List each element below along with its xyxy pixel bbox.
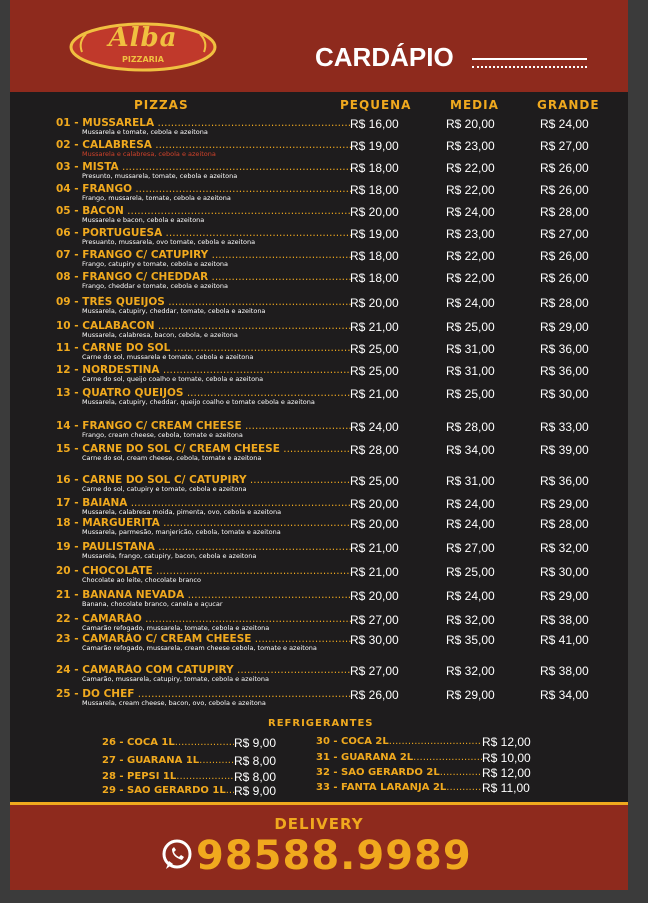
price-pequena: R$ 19,00 [350,227,399,241]
price-grande: R$ 29,00 [540,320,589,334]
price-media: R$ 24,00 [446,589,495,603]
price-pequena: R$ 18,00 [350,271,399,285]
price-grande: R$ 33,00 [540,420,589,434]
pizza-description: Mussarela, cream cheese, bacon, ovo, cebola e azeitona [82,699,266,707]
drink-price: R$ 11,00 [482,781,530,795]
page-title: CARDÁPIO [315,42,454,72]
menu-page [10,0,628,890]
pizza-description: Frango, mussarela, tomate, cebola e azeitona [82,194,231,202]
pizza-name: 24 - CAMARÃO COM CATUPIRY ..... [56,664,352,676]
pizza-name: 12 - NORDESTINA ..... [56,364,352,376]
price-grande: R$ 30,00 [540,565,589,579]
pizza-name: 04 - FRANGO ..... [56,183,352,195]
pizza-description: Carne do sol, cream cheese, cebola, tomate e azeitona [82,454,262,462]
price-pequena: R$ 20,00 [350,497,399,511]
drink-item [102,771,276,783]
drink-price: R$ 8,00 [234,754,277,768]
drink-item [316,752,531,764]
drink-name: 28 - PEPSI 1L ..... [102,771,234,783]
price-grande: R$ 39,00 [540,443,589,457]
price-media: R$ 22,00 [446,271,495,285]
brand-name: Alba [108,23,178,53]
price-pequena: R$ 20,00 [350,205,399,219]
pizza-name: 11 - CARNE DO SOL ..... [56,342,352,354]
price-grande: R$ 28,00 [540,517,589,531]
price-media: R$ 20,00 [446,117,495,131]
price-pequena: R$ 18,00 [350,249,399,263]
pizza-name: 09 - TRÊS QUEIJOS ..... [56,296,352,308]
price-media: R$ 22,00 [446,183,495,197]
drink-price: R$ 12,00 [482,735,531,749]
price-pequena: R$ 18,00 [350,161,399,175]
page-margin [628,0,648,903]
pizza-name: 17 - BAIANA ..... [56,497,352,509]
price-grande: R$ 30,00 [540,387,589,401]
pizza-name: 06 - PORTUGUESA ..... [56,227,352,239]
pizza-description: Mussarela e tomate, cebola e azeitona [82,128,208,136]
price-pequena: R$ 25,00 [350,474,399,488]
pizza-description: Mussarela, calabresa moida, pimenta, ovo, cebola e azeitona [82,508,282,516]
price-pequena: R$ 21,00 [350,387,399,401]
price-grande: R$ 24,00 [540,117,589,131]
drink-price: R$ 9,00 [234,736,277,750]
pizza-description: Frango, cheddar e tomate, cebola e azeitona [82,282,228,290]
price-media: R$ 22,00 [446,161,495,175]
price-pequena: R$ 24,00 [350,420,399,434]
price-grande: R$ 38,00 [540,664,589,678]
refrigerantes-title: REFRIGERANTES [268,718,374,729]
pizza-name: 08 - FRANGO C/ CHEDDAR ..... [56,271,352,283]
price-pequena: R$ 21,00 [350,541,399,555]
price-media: R$ 22,00 [446,249,495,263]
price-grande: R$ 28,00 [540,205,589,219]
drink-item [102,737,276,749]
price-grande: R$ 26,00 [540,183,589,197]
price-grande: R$ 26,00 [540,161,589,175]
pizza-name: 23 - CAMARÃO C/ CREAM CHEESE ..... [56,633,352,645]
price-grande: R$ 36,00 [540,474,589,488]
price-grande: R$ 34,00 [540,688,589,702]
column-media: MEDIA [450,98,499,112]
pizza-name: 07 - FRANGO C/ CATUPIRY ..... [56,249,352,261]
pizza-name: 01 - MUSSARELA ..... [56,117,352,129]
price-media: R$ 29,00 [446,688,495,702]
pizza-name: 21 - BANANA NEVADA ..... [56,589,352,601]
pizza-name: 16 - CARNE DO SOL C/ CATUPIRY ..... [56,474,352,486]
drink-item [316,736,531,748]
price-pequena: R$ 21,00 [350,320,399,334]
pizza-description: Camarão refogado, mussarela, cream cheese cebola, tomate e azeitona [82,644,317,652]
price-pequena: R$ 30,00 [350,633,399,647]
drink-item [316,767,531,779]
pizza-description: Carne do sol, mussarela e tomate, cebola e azeitona [82,353,254,361]
price-media: R$ 35,00 [446,633,495,647]
drink-price: R$ 9,00 [234,784,277,798]
price-pequena: R$ 20,00 [350,517,399,531]
price-pequena: R$ 16,00 [350,117,399,131]
pizza-name: 14 - FRANGO C/ CREAM CHEESE ..... [56,420,352,432]
drink-price: R$ 12,00 [482,766,531,780]
drink-item [102,755,276,767]
price-media: R$ 32,00 [446,664,495,678]
price-pequena: R$ 27,00 [350,613,399,627]
pizza-name: 25 - DO CHEF ..... [56,688,352,700]
drink-price: R$ 8,00 [234,770,277,784]
pizza-description: Mussarela e calabresa, cebola e azeitona [82,150,216,158]
price-pequena: R$ 28,00 [350,443,399,457]
pizza-description: Camarão refogado, mussarela, tomate, cebola e azeitona [82,624,270,632]
drink-name: 31 - GUARANÁ 2L ..... [316,752,482,764]
price-grande: R$ 29,00 [540,497,589,511]
pizza-name: 18 - MARGUERITA ..... [56,517,352,529]
column-grande: GRANDE [537,98,600,112]
pizza-description: Carne do sol, catupiry e tomate, cebola e azeitona [82,485,247,493]
phone-number[interactable]: 98588.9989 [196,833,472,879]
pizza-description: Frango, catupiry e tomate, cebola e azeitona [82,260,229,268]
price-grande: R$ 26,00 [540,249,589,263]
pizza-name: 15 - CARNE DO SOL C/ CREAM CHEESE ..... [56,443,352,455]
drink-name: 27 - GUARANÁ 1L ..... [102,755,234,767]
price-grande: R$ 36,00 [540,364,589,378]
drink-name: 29 - SÃO GERARDO 1L ..... [102,785,234,797]
price-media: R$ 24,00 [446,517,495,531]
drink-price: R$ 10,00 [482,751,531,765]
pizza-description: Banana, chocolate branco, canela e açucar [82,600,223,608]
pizza-name: 22 - CAMARÃO ..... [56,613,352,625]
price-media: R$ 23,00 [446,139,495,153]
price-pequena: R$ 25,00 [350,364,399,378]
price-pequena: R$ 21,00 [350,565,399,579]
pizza-description: Presunto, mussarela, tomate, cebola e azeitona [82,172,238,180]
drink-name: 32 - SÃO GERARDO 2L ..... [316,767,482,779]
price-grande: R$ 27,00 [540,227,589,241]
pizza-description: Mussarela, frango, catupiry, bacon, cebola e azeitona [82,552,257,560]
pizza-description: Mussarela, catupiry, cheddar, queijo coalho e tomate cebola e azeitona [82,398,315,406]
price-media: R$ 34,00 [446,443,495,457]
brand-subtitle: PIZZARIA [122,55,164,64]
drink-item [316,782,530,794]
drink-name: 26 - COCA 1L ..... [102,737,234,749]
price-media: R$ 31,00 [446,364,495,378]
delivery-label: DELIVERY [274,815,364,833]
pizza-name: 20 - CHOCOLATE ..... [56,565,352,577]
column-pizzas: PIZZAS [134,98,189,112]
header-banner [10,0,628,92]
price-grande: R$ 27,00 [540,139,589,153]
column-pequena: PEQUENA [340,98,412,112]
price-grande: R$ 38,00 [540,613,589,627]
price-pequena: R$ 18,00 [350,183,399,197]
drink-item [102,785,276,797]
price-pequena: R$ 25,00 [350,342,399,356]
drink-name: 33 - FANTA LARANJA 2L ..... [316,782,482,794]
pizza-name: 02 - CALABRESA ..... [56,139,352,151]
title-dots [472,60,587,68]
price-grande: R$ 28,00 [540,296,589,310]
pizza-name: 05 - BACON ..... [56,205,352,217]
pizza-description: Carne do sol, queijo coalho e tomate, cebola e azeitona [82,375,264,383]
price-grande: R$ 29,00 [540,589,589,603]
price-pequena: R$ 27,00 [350,664,399,678]
price-pequena: R$ 19,00 [350,139,399,153]
pizza-description: Chocolate ao leite, chocolate branco [82,576,201,584]
price-media: R$ 28,00 [446,420,495,434]
price-media: R$ 27,00 [446,541,495,555]
price-media: R$ 32,00 [446,613,495,627]
price-media: R$ 25,00 [446,387,495,401]
pizza-description: Mussarela e bacon, cebola e azeitona [82,216,205,224]
price-media: R$ 31,00 [446,474,495,488]
pizza-name: 19 - PAULISTANA ..... [56,541,352,553]
price-grande: R$ 32,00 [540,541,589,555]
price-pequena: R$ 20,00 [350,296,399,310]
price-media: R$ 25,00 [446,565,495,579]
pizza-description: Frango, cream cheese, cebola, tomate e azeitona [82,431,243,439]
pizza-description: Camarão, mussarela, catupiry, tomate, cebola e azeitona [82,675,270,683]
price-media: R$ 23,00 [446,227,495,241]
price-pequena: R$ 20,00 [350,589,399,603]
footer-banner [10,802,628,890]
price-media: R$ 24,00 [446,497,495,511]
pizza-description: Presuanto, mussarela, ovo tomate, cebola e azeitona [82,238,256,246]
pizza-description: Mussarela, catupiry, cheddar, tomate, cebola e azeitona [82,307,266,315]
price-media: R$ 25,00 [446,320,495,334]
drink-name: 30 - COCA 2L ..... [316,736,482,748]
price-media: R$ 24,00 [446,296,495,310]
price-media: R$ 24,00 [446,205,495,219]
pizza-name: 10 - CALABACON ..... [56,320,352,332]
pizza-description: Mussarela, calabresa, bacon, cebola, e azeitona [82,331,238,339]
price-media: R$ 31,00 [446,342,495,356]
pizza-description: Mussarela, parmesão, manjericão, cebola, tomate e azeitona [82,528,281,536]
price-grande: R$ 26,00 [540,271,589,285]
price-grande: R$ 41,00 [540,633,589,647]
price-pequena: R$ 26,00 [350,688,399,702]
whatsapp-icon [160,838,194,872]
pizza-name: 03 - MISTA ..... [56,161,352,173]
price-grande: R$ 36,00 [540,342,589,356]
pizza-name: 13 - QUATRO QUEIJOS ..... [56,387,352,399]
